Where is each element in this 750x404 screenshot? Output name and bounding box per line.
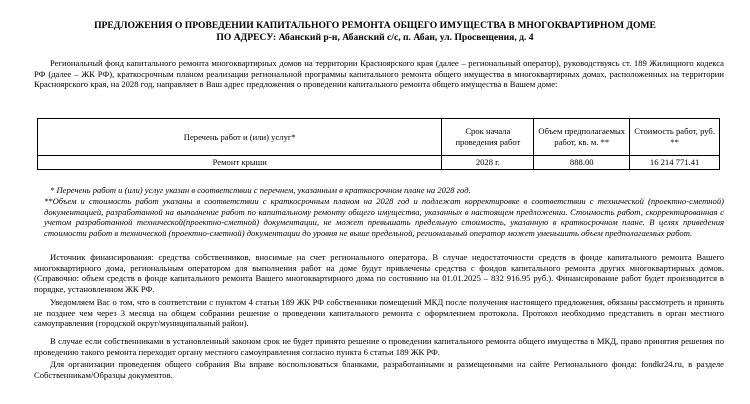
table-header-row [38, 119, 720, 156]
table-row [38, 156, 720, 170]
cell-period: 2028 г. [442, 156, 534, 170]
header-work: Перечень работ и (или) услуг* [38, 119, 442, 156]
failure-paragraph: В случае если собственниками в установленный законом срок не будет принято решение о проведении капитального ремонта общего имущества в МКД, право принятия решения по проведению такого ремонта переходит органу местного самоуправления согласно пункта 6 статьи 189 ЖК РФ. [34, 336, 724, 357]
forms-paragraph: Для организации проведения общего собрания Вы вправе воспользоваться бланками, разработанными и размещенными на сайте Регионального фонда: fondkr24.ru, в разделе Собственникам/Образцы документов. [34, 359, 724, 380]
header-volume: Объем предполагаемых работ, кв. м. ** [534, 119, 630, 156]
cell-work: Ремонт крыши [38, 156, 442, 170]
footnote-1: * Перечень работ и (или) услуг указан в соответствии с перечнем, указанным в краткосрочном плане на 2028 год. [50, 185, 471, 195]
intro-paragraph: Региональный фонд капитального ремонта многоквартирных домов на территории Красноярского края (далее – региональный оператор), руководствуясь ст. 189 Жилищного кодекса РФ (далее – ЖК РФ), краткосрочным планом реализации региональной программы капитального ремонта общего имущества в многоквартирных домах, расположенных на территории Красноярского края, на 2028 год, направляет в Ваш адрес предложения о проведении капитального ремонта общего имущества в Вашем доме: [34, 58, 724, 90]
title-line-2: ПО АДРЕСУ: Абанский р-н, Абанский с/с, п. Абан, ул. Просвещения, д. 4 [216, 32, 534, 44]
works-table [37, 118, 720, 170]
header-cost: Стоимость работ, руб. ** [630, 119, 720, 156]
cell-volume: 888.00 [534, 156, 630, 170]
notice-paragraph: Уведомляем Вас о том, что в соответствии с пунктом 4 статьи 189 ЖК РФ собственники помещений МКД после получения настоящего предложения, обязаны рассмотреть и принять не позднее чем через 3 месяца на общем собрании решение о проведении капитального ремонта с оформлением протокола. Протокол необходимо представить в орган местного самоуправления (городской округ/муниципальный район). [34, 297, 724, 329]
cell-cost: 16 214 771.41 [630, 156, 720, 170]
document-title [20, 20, 730, 45]
header-period: Срок начала проведения работ [442, 119, 534, 156]
title-line-1: ПРЕДЛОЖЕНИЯ О ПРОВЕДЕНИИ КАПИТАЛЬНОГО РЕМОНТА ОБЩЕГО ИМУЩЕСТВА В МНОГОКВАРТИРНОМ ДОМЕ [94, 20, 656, 31]
financing-paragraph: Источник финансирования: средства собственников, вносимые на счет регионального оператора. В случае недостаточности средств в фонде капитального ремонта Вашего многоквартирного дома, региональным оператором для выполнения работ на доме будут привлечены средства с фондов капитального ремонта других многоквартирных домов. (Справочно: объем средств в фонде капитального ремонта Вашего многоквартирного дома по состоянию на 01.01.2025 – 832 916.95 руб.). Финансирование работ будет производится в порядке, установленном ЖК РФ. [34, 252, 724, 294]
footnote-2: **Объем и стоимость работ указаны в соответствии с краткосрочным планом на 2028 год и подлежат корректировке в соответствии с технической (проектно-сметной) документацией, разработанной на выполнение работ по капитальному ремонту общего имущества, указанных в настоящем предложении. Стоимость работ, скорректированная с учетом разработанной технической(проектно-сметной) документации, не может превышать предельную стоимость, указанную в краткосрочном плане. В целях приведения стоимости работ в технической (проектно-сметной) документации до уровня не выше предельной, региональный оператор может уменьшить объем предполагаемых работ. [44, 196, 724, 238]
